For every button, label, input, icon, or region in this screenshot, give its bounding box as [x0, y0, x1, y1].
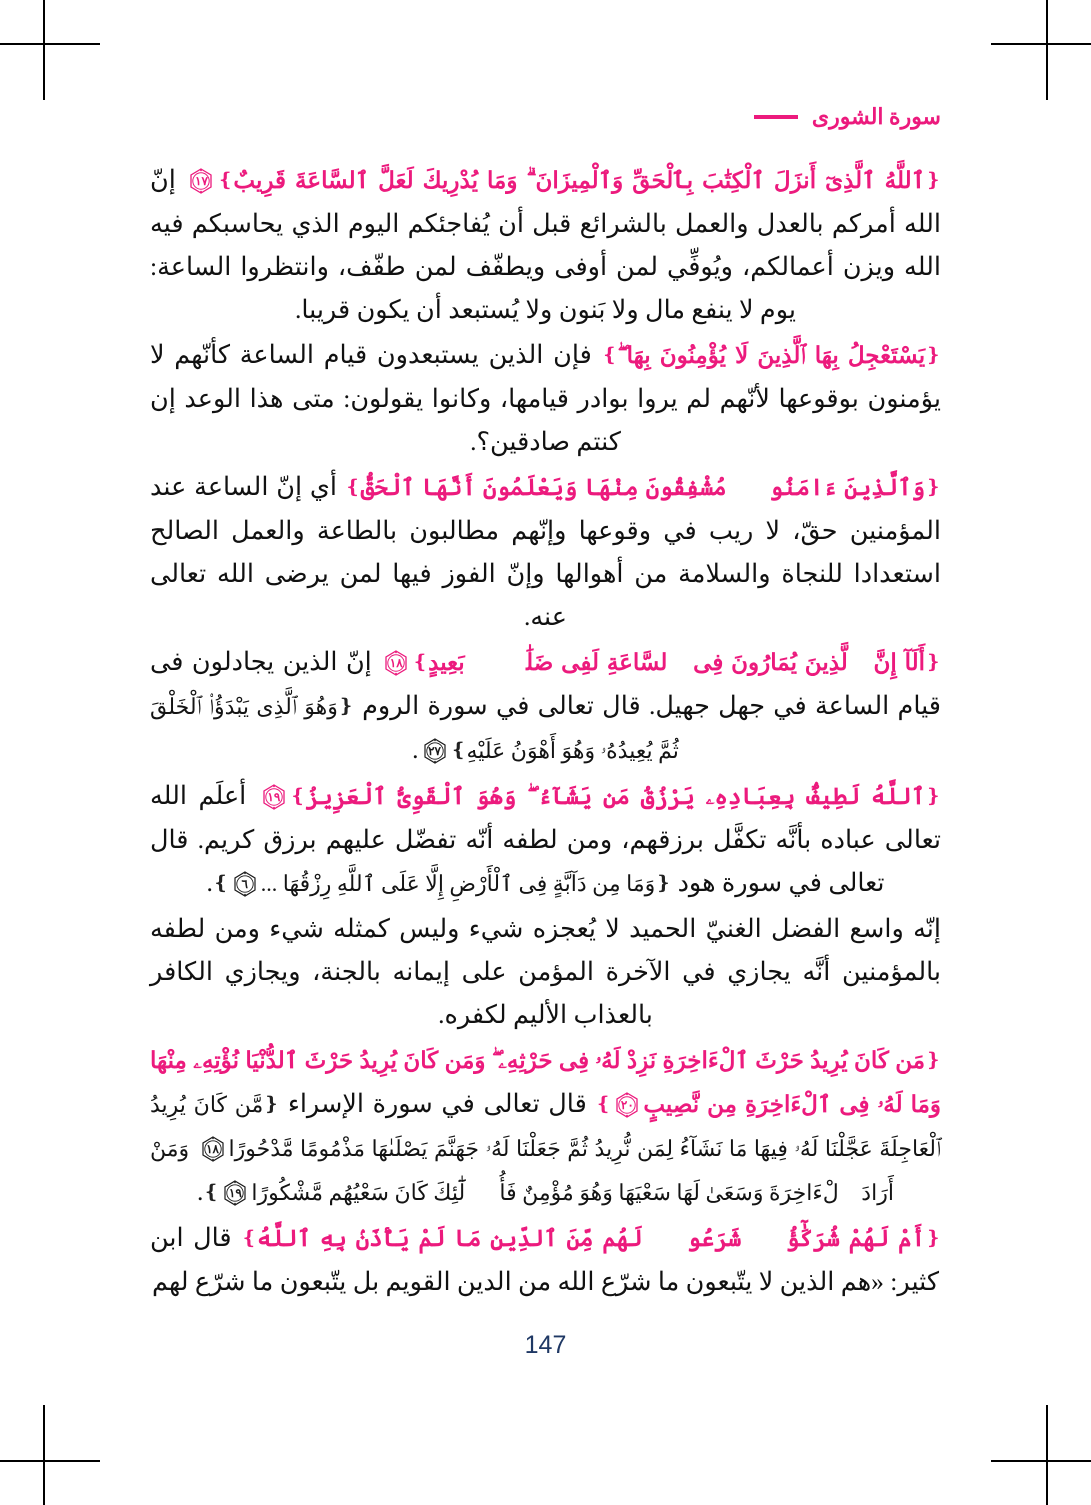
quote-ayah-number-text: ١٨	[206, 1141, 219, 1156]
paragraph-p4	[150, 640, 941, 772]
ayah-text: ٱللَّهُ ٱلَّذِىٓ أَنزَلَ ٱلْكِتَٰبَ بِٱلْحَقِّ وَٱلْمِيزَانَ ۗ وَمَا يُدْرِيكَ لَعَلَّ ٱلسَّاعَةَ قَرِيبٌ	[233, 168, 926, 193]
commentary-text: فإن الذين يستبعدون قيام الساعة كأنّهم لا يؤمنون بوقوعها لأنّهم لم يروا بوادر قيامها، وكانوا يقولون: متى هذا الوعد إن كنتم صادقين؟.	[150, 340, 941, 456]
quote-ayah-number-marker	[199, 1135, 227, 1163]
ayah-number-text: ١٧	[195, 173, 208, 188]
crop-mark-top-left-vertical	[43, 0, 45, 100]
ayah-text: مَن كَانَ يُرِيدُ حَرْثَ ٱلْءَاخِرَةِ نَزِدْ لَهُۥ فِى حَرْثِهِۦ ۖ وَمَن كَانَ يُرِيدُ حَرْثَ ٱلدُّنْيَا نُؤْتِهِۦ مِنْهَا وَمَا لَهُۥ فِى ٱلْءَاخِرَةِ مِن نَّصِيبٍ	[150, 1048, 942, 1117]
quote-ayah-number-marker	[421, 737, 449, 765]
crop-mark-bottom-left-horizontal	[0, 1460, 100, 1462]
quoted-ayah-text: مَّن كَانَ يُرِيدُ ٱلْعَاجِلَةَ عَجَّلْنَا لَهُۥ فِيهَا مَا نَشَآءُ لِمَن نُّرِيدُ ثُمَّ جَعَلْنَا لَهُۥ جَهَنَّمَ يَصْلَىٰهَا مَذْمُومًا مَّدْحُورًا	[150, 1092, 942, 1161]
ayah-open-bracket-icon: ❴	[925, 1050, 941, 1071]
ayah-close-bracket-icon: ❵	[241, 1228, 258, 1249]
quoted-ayah-text-2: وَمَنْ أَرَادَ ٱلْءَاخِرَةَ وَسَعَىٰ لَهَا سَعْيَهَا وَهُوَ مُؤْمِنٌ فَأُو۟لَٰٓئِكَ كَانَ سَعْيُهُم مَّشْكُورًا	[150, 1136, 894, 1205]
ayah-open-bracket-icon: ❴	[925, 652, 941, 673]
commentary-text: إنّ الذين يجادلون فى قيام الساعة في جهل جهيل. قال تعالى في سورة الروم	[150, 647, 941, 720]
paragraph-p1	[150, 158, 941, 331]
quote-open-bracket-icon: ❴	[655, 873, 672, 894]
crop-mark-bottom-right-vertical	[1046, 1405, 1048, 1505]
ayah-close-bracket-icon: ❵	[412, 652, 429, 673]
ayah-number-marker	[613, 1091, 641, 1119]
paragraph-p5	[150, 774, 941, 905]
commentary-text: أعلَم الله تعالى عباده بأنَّه تكفَّل برزقهم، ومن لطفه أنّه تفضّل عليهم برزق كريم. قال تعالى في سورة هود	[150, 781, 941, 897]
ayah-close-bracket-icon: ❵	[601, 345, 618, 366]
ayah-open-bracket-icon: ❴	[925, 345, 942, 366]
ayah-number-text: ٢٠	[620, 1097, 634, 1112]
commentary-text: إنّ الله أمركم بالعدل والعمل بالشرائع قبل أن يُفاجئكم اليوم الذي يحاسبكم فيه الله ويزن أعمالكم، ويُوفِّي لمن أوفى ويطفّف لمن طفّف، وانتظروا الساعة: يوم لا ينفع مال ولا بَنون ولا يُستبعد أن يكون قريبا.	[150, 165, 941, 324]
commentary-tail: .	[412, 735, 419, 764]
commentary-text: قال ابن كثير: «هم الذين لا يتّبعون ما شرّع الله من الدين القويم بل يتّبعون ما شرّع لهم	[150, 1223, 939, 1296]
running-head	[754, 104, 941, 130]
paragraph-p8	[150, 1216, 941, 1303]
quote-ayah-number-text-2: ١٩	[228, 1185, 242, 1200]
ayah-open-bracket-icon: ❴	[925, 786, 941, 807]
ayah-open-bracket-icon: ❴	[925, 170, 942, 191]
paragraph-p7	[150, 1038, 941, 1214]
paragraph-p3	[150, 465, 941, 638]
quote-ayah-number-marker-2	[221, 1179, 249, 1207]
ayah-open-bracket-icon: ❴	[925, 477, 942, 498]
ayah-text: يَسْتَعْجِلُ بِهَا ٱلَّذِينَ لَا يُؤْمِنُونَ بِهَا ۖ	[617, 343, 926, 368]
quote-ayah-number-text: ٢٧	[428, 743, 441, 758]
ayah-number-marker	[187, 167, 215, 195]
quote-ayah-number-text: ٦	[241, 876, 248, 891]
ayah-open-bracket-icon: ❴	[925, 1228, 942, 1249]
quote-open-bracket-icon: ❴	[263, 1094, 280, 1115]
commentary-text: أي إنّ الساعة عند المؤمنين حقّ، لا ريب في وقوعها وإنّهم مطالبون بالطاعة والعمل الصالح استعدادا للنجاة والسلامة من أهوالها وإنّ الفوز فيها لمن يرضى الله تعالى عنه.	[150, 472, 941, 631]
ayah-close-bracket-icon: ❵	[289, 786, 306, 807]
quote-close-bracket-icon: ❵	[212, 873, 229, 894]
ayah-number-marker	[382, 649, 410, 677]
paragraph-p2	[150, 333, 941, 463]
paragraph-p6	[150, 907, 941, 1036]
ayah-number-marker	[260, 783, 288, 811]
ayah-text: أَمْ لَهُمْ شُرَكَٰٓؤُا۟ شَرَعُوا۟ لَهُم مِّنَ ٱلدِّينِ مَا لَمْ يَأْذَنۢ بِهِ ٱللَّهُ	[257, 1226, 926, 1251]
page-number: 147	[524, 1331, 567, 1359]
crop-mark-top-right-vertical	[1046, 0, 1048, 100]
commentary-text: إنّه واسع الفضل الغنيّ الحميد لا يُعجزه شيء وليس كمثله شيء ومن لطفه بالمؤمنين أنَّه يجازي في الآخرة المؤمن على إيمانه بالجنة، ويجازي الكافر بالعذاب الأليم لكفره.	[150, 914, 941, 1029]
ayah-text: ٱللَّهُ لَطِيفٌۢ بِعِبَادِهِۦ يَرْزُقُ مَن يَشَآءُ ۖ وَهُوَ ٱلْقَوِىُّ ٱلْعَزِيزُ	[305, 784, 926, 809]
quote-ayah-number-marker	[231, 870, 259, 898]
ayah-close-bracket-icon: ❵	[217, 170, 234, 191]
quote-close-bracket-icon: ❵	[203, 1182, 220, 1203]
surah-title: سورة الشورى	[811, 104, 941, 129]
commentary-tail: .	[197, 1177, 204, 1206]
quote-close-bracket-icon: ❵	[450, 740, 467, 761]
commentary-text: قال تعالى في سورة الإسراء	[287, 1089, 587, 1118]
crop-mark-bottom-right-horizontal	[991, 1460, 1091, 1462]
ayah-text: وَٱلَّذِينَ ءَامَنُوا۟ مُشْفِقُونَ مِنْهَا وَيَعْلَمُونَ أَنَّهَا ٱلْحَقُّ	[360, 475, 926, 500]
ayah-text: أَلَآ إِنَّ ٱلَّذِينَ يُمَارُونَ فِى ٱلسَّاعَةِ لَفِى ضَلَٰلٍۭ بَعِيدٍ	[428, 650, 926, 675]
quoted-ayah-text: وَهُوَ ٱلَّذِى يَبْدَؤُا۟ ٱلْخَلْقَ ثُمَّ يُعِيدُهُۥ وَهُوَ أَهْوَنُ عَلَيْهِ	[150, 694, 679, 763]
ayah-number-text: ١٨	[389, 655, 403, 670]
crop-mark-top-right-horizontal	[991, 43, 1091, 45]
ayah-number-text: ١٩	[267, 789, 281, 804]
horizontal-rule-icon	[754, 115, 798, 119]
quote-open-bracket-icon: ❴	[337, 696, 354, 717]
commentary-tail: .	[206, 868, 213, 897]
crop-mark-bottom-left-vertical	[43, 1405, 45, 1505]
ayah-close-bracket-icon: ❵	[344, 477, 361, 498]
quoted-ayah-text: وَمَا مِن دَآبَّةٍ فِى ٱلْأَرْضِ إِلَّا عَلَى ٱللَّهِ رِزْقُهَا ...	[260, 871, 656, 896]
ayah-close-bracket-icon: ❵	[595, 1094, 612, 1115]
text-column	[150, 158, 941, 1305]
crop-mark-top-left-horizontal	[0, 43, 100, 45]
